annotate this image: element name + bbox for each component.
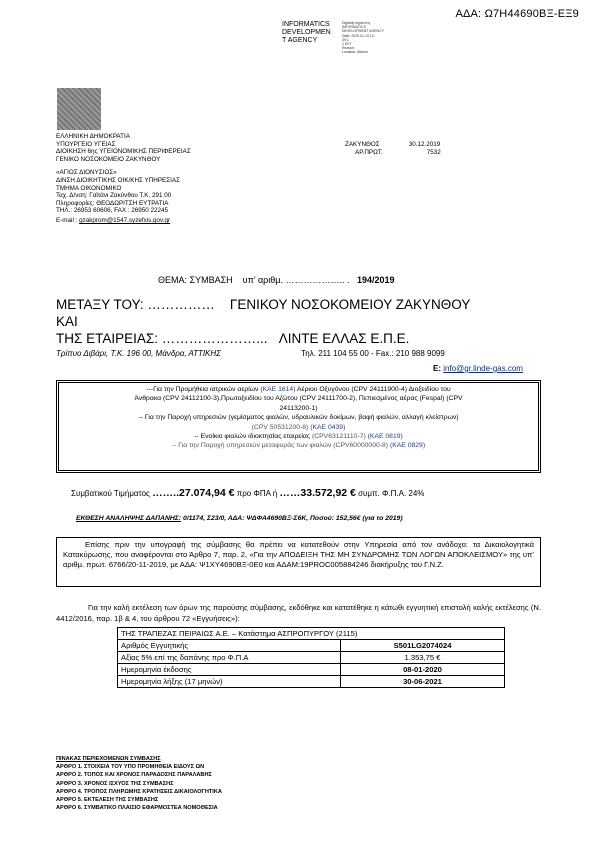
signature-line: Digitally signed by (342, 21, 371, 25)
guarantee-table (117, 627, 505, 688)
cpv-code: (CPV 50531200-8) (251, 423, 309, 431)
issuer-email-label: E-mail : (56, 216, 78, 224)
expense-commitment (76, 515, 403, 522)
notice-text: Επίσης πριν την υπογραφή της σύμβασης θα πρέπει να κατατεθούν στην Υπηρεσία από τον ανάδοχο: τα Δικαιολογητικά Κατακύρωσης, που αναφέρονται στο Άρθρο 7, παρ. 2, «Για την ΑΠΟΔΕΙΞΗ ΤΗΣ ΜΗ ΣΥΝΔΡΟΜΗΣ ΤΩΝ ΛΟΓΩΝ ΑΠΟΚΛΕΙΣΜΟΥ» της υπ’ αριθμ. πρωτ. 6766/20-11-2019, με ΑΔΑ: Ψ1ΧΥ4690ΒΞ-0Ε0 και ΑΔΑΜ:19PROC005884246 διακήρυξης του Γ.Ν.Ζ. (63, 540, 534, 569)
company-email-label: E: (433, 364, 441, 373)
issuer-line: Πληροφορίες: ΘΕΟΔΩΡΙΤΣΗ ΕΥΤΡΑΤΙΑ (56, 199, 169, 207)
scope-text: -- Για την Παροχή υπηρεσιών μεταφοράς των φιαλών (171, 442, 332, 450)
issuer-line: ΤΜΗΜΑ ΟΙΚΟΝΟΜΙΚΟ (56, 184, 122, 192)
signature-line: Location: Athens (342, 50, 368, 55)
scope-text: -- Ενοίκιο φιαλών ιδιοκτησίας εταιρείας (194, 433, 311, 441)
agency-line: INFORMATICS (282, 21, 330, 28)
kae-code: (ΚΑΕ 0819) (367, 433, 403, 441)
greek-emblem-icon (57, 88, 101, 130)
issuer-line: ΕΛΛΗΝΙΚΗ ΔΗΜΟΚΡΑΤΙΑ (56, 133, 130, 140)
guarantee-key: Αξίας 5% επί της δαπάνης προ Φ.Π.Α (118, 652, 341, 664)
table-row (118, 640, 505, 652)
kae-code: (ΚΑΕ 1614) (260, 386, 296, 393)
contract-toc (56, 755, 222, 812)
scope-box (56, 380, 541, 473)
issuer-line: ΔΙΝΣΗ ΔΙΟΙΚΗΤΙΚΗΣ ΟΙΚ/ΚΗΣ ΥΠΗΡΕΣΙΑΣ (56, 176, 180, 184)
issuer-block (56, 133, 191, 225)
place-label: ΖΑΚΥΝΘΟΣ (345, 141, 380, 148)
guarantee-value: 30-06-2021 (341, 676, 505, 688)
agency-line: DEVELOPMEN (282, 29, 331, 36)
parties-between (56, 297, 470, 312)
scope-text: Άνθρακα (CPV 24112100-3),Πρωτοξειδίου του Αζώτου (CPV 24111700-2), Πεπιεσμένος αέρας (Fespal) (CPV (134, 395, 463, 403)
company-name: ΛΙΝΤΕ ΕΛΛΑΣ Ε.Π.Ε. (278, 331, 410, 346)
protocol-label: ΑΡ.ΠΡΩΤ. (355, 148, 383, 156)
guarantee-key: Ημερομηνία έκδοσης (118, 664, 341, 676)
guarantee-intro: Για την καλή εκτέλεση των όρων της παρούσης σύμβασης, εκδόθηκε και κατατέθηκε η κάτωθι εγγυητική επιστολή καλής εκτέλεσης (Ν. 4412/2016, παρ. 1β & 4, του άρθρου 72 «Εγγυήσεις»): (56, 603, 541, 623)
company-phone: Τηλ. 211 104 55 00 - Fax.: 210 988 9099 (301, 349, 445, 358)
contract-budget (71, 487, 424, 499)
protocol-number: 7532 (426, 148, 441, 156)
contract-number: 194/2019 (357, 275, 395, 285)
budget-mid: προ ΦΠΑ ή (236, 489, 278, 498)
guarantee-value: 1.353,75 € (341, 652, 505, 664)
ada-header: ΑΔΑ: Ω7Η44690ΒΞ-ΕΞ9 (455, 8, 579, 20)
document-date: 30.12.2019 (408, 141, 441, 148)
budget-vat: συμπ. Φ.Π.Α. 24% (358, 489, 425, 498)
company-address: Τρίπυο Διβάρι, Τ.Κ. 196 00, Μάνδρα, ΑΤΤΙΚΗΣ (56, 349, 221, 358)
toc-item[interactable]: ΑΡΘΡΟ 3. ΧΡΟΝΟΣ ΙΣΧΥΟΣ ΤΗΣ ΣΥΜΒΑΣΗΣ (56, 780, 174, 787)
budget-label: Συμβατικού Τιμήματος (71, 489, 150, 498)
table-row (118, 628, 505, 640)
subject-mid: υπ’ αριθμ. ……………….. . (242, 275, 350, 285)
agency-label (282, 21, 331, 45)
kae-code: (ΚΑΕ 0829) (389, 442, 426, 450)
issuer-line: «ΑΓΙΟΣ ΔΙΟΝΥΣΙΟΣ» (56, 169, 117, 177)
budget-net: ……..27.074,94 € (152, 487, 235, 499)
cpv-code: (CPV60000000-8) (333, 442, 389, 450)
parties-and: ΚΑΙ (56, 314, 78, 329)
agency-line: T AGENCY (282, 37, 318, 44)
issuer-line: Ταχ. Δ/νση: Γαϊτάνι Ζακύνθου Τ.Κ. 291 00 (56, 192, 172, 200)
digital-signature (342, 21, 384, 55)
issuer-line: ΓΕΝΙΚΟ ΝΟΣΟΚΟΜΕΙΟ ΖΑΚΥΝΘΟΥ (56, 155, 161, 163)
ekthesi-value: 0/1174, Σ23/0, ΑΔΑ: ΨΔΦΑ4690ΒΞ-Σ6Κ, Ποσού: 152,56€ (για το 2019) (182, 515, 403, 522)
table-row (118, 664, 505, 676)
scope-text: ---Για την Προμήθεια ιατρικών αερίων (146, 386, 259, 393)
toc-item[interactable]: ΑΡΘΡΟ 5. ΕΚΤΕΛΕΣΗ ΤΗΣ ΣΥΜΒΑΣΗΣ (56, 797, 159, 804)
guarantee-value: 08-01-2020 (341, 664, 505, 676)
place-date-block (345, 141, 441, 156)
issuer-email-link[interactable]: gzakprom@1547.syzefxis.gov.gr (79, 216, 171, 224)
company-label: ΤΗΣ ΕΤΑΙΡΕΙΑΣ: …………………... (56, 331, 268, 346)
bank-name: ΤΗΣ ΤΡΑΠΕΖΑΣ ΠΕΙΡΑΙΩΣ Α.Ε. – Κατάστημα ΑΣΠΡΟΠΥΡΓΟΥ (2115) (118, 628, 505, 640)
issuer-line: ΥΠΟΥΡΓΕΙΟ ΥΓΕΙΑΣ (56, 140, 116, 148)
toc-item[interactable]: ΑΡΘΡΟ 1. ΣΤΟΙΧΕΙΑ ΤΟΥ ΥΠΟ ΠΡΟΜΗΘΕΙΑ ΕΙΔΟΥΣ ΩΝ (56, 764, 205, 771)
scope-text: Αέριου Οξυγόνου (CPV 24111900-4) Διοξειδίου του (297, 386, 451, 393)
table-row (118, 676, 505, 688)
guarantee-key: Αριθμός Εγγυητικής (118, 640, 341, 652)
subject-label: ΘΕΜΑ: ΣΥΜΒΑΣΗ (158, 275, 233, 285)
table-row (118, 652, 505, 664)
signature-line: DEVELOPMENT AGENCY (342, 29, 384, 34)
signature-line: 39:1 (342, 37, 349, 42)
parties-company (56, 331, 409, 346)
issuer-line: ΔΙΟΙΚΗΣΗ 6ης ΥΓΕΙΟΝΟΜΙΚΗΣ ΠΕΡΙΦΕΡΕΙΑΣ (56, 148, 191, 156)
notice-box (56, 537, 541, 587)
kae-code: (ΚΑΕ 0439) (310, 423, 346, 431)
signature-line: INFORMATICS (342, 25, 366, 30)
signature-line: Reason: (342, 46, 356, 51)
scope-text: -- Για την Παροχή υπηρεσιών (γεμίσματος φιαλών, υδραυλικών δοκίμων, βαφή φιαλών, αλλαγή κλείστρων) (138, 414, 459, 422)
guarantee-value: S501LG2074024 (341, 640, 505, 652)
toc-item[interactable]: ΑΡΘΡΟ 6. ΣΥΜΒΑΤΙΚΟ ΠΛΑΙΣΙΟ ΕΦΑΡΜΟΣΤΕΑ ΝΟΜΟΘΕΣΙΑ (56, 805, 218, 812)
company-email (433, 364, 523, 373)
signature-line: 1 EET (342, 42, 352, 47)
subject-line (158, 275, 395, 285)
budget-gross: ……33.572,92 € (279, 487, 356, 499)
ekthesi-label: ΕΚΘΕΣΗ ΑΝΑΛΗΨΗΣ ΔΑΠΑΝΗΣ: (76, 515, 182, 522)
signature-line: Date: 2020.01.13 12: (342, 33, 375, 38)
toc-title: ΠΙΝΑΚΑΣ ΠΕΡΙΕΧΟΜΕΝΩΝ ΣΥΜΒΑΣΗΣ (56, 756, 161, 762)
cpv-code: (CPV63121110-7) (311, 433, 366, 441)
toc-item[interactable]: ΑΡΘΡΟ 4. ΤΡΟΠΟΣ ΠΛΗΡΩΜΗΣ ΚΡΑΤΗΣΕΙΣ ΔΙΚΑΙΟΛΟΓΗΤΙΚΑ (56, 788, 222, 795)
scope-text: 24113200-1) (279, 404, 318, 412)
toc-item[interactable]: ΑΡΘΡΟ 2. ΤΟΠΟΣ ΚΑΙ ΧΡΟΝΟΣ ΠΑΡΑΔΟΣΗΣ ΠΑΡΑΛΑΒΗΣ (56, 772, 212, 779)
guarantee-key: Ημερομηνία λήξης (17 μηνών) (118, 676, 341, 688)
company-email-link[interactable]: info@gr.linde-gas.com (443, 364, 523, 373)
issuer-line: ΤΗΛ.: 26953 60606, FAX : 26950 22245 (56, 207, 169, 215)
hospital-name: ΓΕΝΙΚΟΥ ΝΟΣΟΚΟΜΕΙΟΥ ΖΑΚΥΝΘΟΥ (229, 297, 471, 312)
between-label: ΜΕΤΑΞΥ ΤΟΥ: …………… (56, 297, 215, 312)
